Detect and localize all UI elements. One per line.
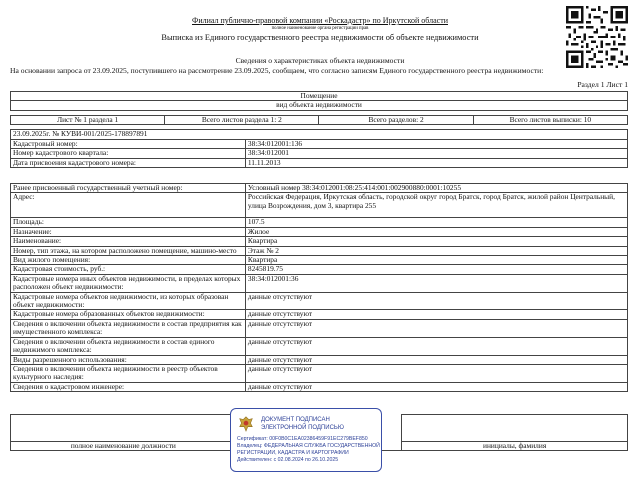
stamp-certificate: Сертификат: 00F0B0C1EA02386459F91EC279BEF850: [237, 436, 368, 442]
table-row: [11, 364, 628, 382]
sheets-in-section: Всего листов раздела 1: 2: [165, 116, 319, 125]
row-value: 38:34:012001:36: [245, 274, 627, 292]
table-row: [11, 292, 628, 310]
coat-of-arms-icon: [237, 415, 255, 433]
org-caption: полное наименование органа регистрации прав: [271, 26, 369, 31]
row-value: данные отсутствуют: [245, 337, 627, 355]
table-row: [11, 310, 628, 319]
table-row: [11, 265, 628, 274]
position-cell: [11, 415, 237, 442]
table-row: [11, 218, 628, 227]
request-basis: На основании запроса от 23.09.2025, поступившего на рассмотрение 23.09.2025, сообщаем, что согласно записям Единого государственного реестра недвижимости:: [10, 66, 544, 75]
extract-sheets-total: Всего листов выписки: 10: [473, 116, 627, 125]
stamp-line-2: ЭЛЕКТРОННОЙ ПОДПИСЬЮ: [261, 425, 344, 431]
sheet-number: Лист № 1 раздела 1: [11, 116, 165, 125]
table-row: [11, 246, 628, 255]
row-value: 38:34:012001: [245, 149, 627, 158]
row-value: данные отсутствуют: [245, 355, 627, 364]
row-label: Номер кадастрового квартала:: [11, 149, 246, 158]
cadastral-block: [10, 129, 628, 168]
object-kind-caption: вид объекта недвижимости: [11, 101, 628, 110]
stamp-validity: Действителен: с 02.08.2024 по 26.10.2025: [237, 457, 339, 463]
row-value: данные отсутствуют: [245, 382, 627, 391]
row-label: Сведения о включении объекта недвижимости в состав единого недвижимого комплекса:: [11, 337, 246, 355]
row-label: Кадастровые номера образованных объектов недвижимости:: [11, 310, 246, 319]
row-value: Квартира: [245, 237, 627, 246]
position-caption: полное наименование должности: [11, 442, 237, 451]
row-label: Площадь:: [11, 218, 246, 227]
row-value: Жилое: [245, 227, 627, 236]
row-label: Вид жилого помещения:: [11, 256, 246, 265]
row-label: Ранее присвоенный государственный учетный номер:: [11, 184, 246, 193]
row-value: данные отсутствуют: [245, 364, 627, 382]
qr-code-icon: [566, 6, 628, 68]
row-value: Российская Федерация, Иркутская область, городской округ город Братск, город Братск, жилой район Центральный, улица Возрождения, дом 3, квартира 255: [245, 193, 627, 218]
row-value: Квартира: [245, 256, 627, 265]
document-title: Выписка из Единого государственного реестра недвижимости об объекте недвижимости: [161, 33, 479, 42]
row-label: Сведения о включении объекта недвижимости в реестр объектов культурного наследия:: [11, 364, 246, 382]
row-value: 38:34:012001:136: [245, 140, 627, 149]
row-label: Номер, тип этажа, на котором расположено помещение, машино-место: [11, 246, 246, 255]
table-row: [11, 227, 628, 236]
row-label: Кадастровые номера иных объектов недвижимости, в пределах которых расположен объект недвижимости:: [11, 274, 246, 292]
characteristics-table: [10, 183, 628, 392]
row-label: Сведения о включении объекта недвижимости в состав предприятия как имущественного комплекса:: [11, 319, 246, 337]
table-row: [11, 337, 628, 355]
stamp-line-1: ДОКУМЕНТ ПОДПИСАН: [261, 417, 330, 423]
row-value: данные отсутствуют: [245, 310, 627, 319]
row-value: Условный номер 38:34:012001:08:25:414:001:002900880:0001:10255: [245, 184, 627, 193]
table-row: [11, 382, 628, 391]
document-subtitle: Сведения о характеристиках объекта недвижимости: [235, 56, 405, 65]
stamp-owner-2: РЕГИСТРАЦИИ, КАДАСТРА И КАРТОГРАФИИ: [237, 450, 349, 456]
row-value: 107.5: [245, 218, 627, 227]
table-row: [11, 158, 628, 167]
record-reference: 23.09.2025г. № КУВИ-001/2025-178897891: [11, 130, 628, 140]
row-label: Сведения о кадастровом инженере:: [11, 382, 246, 391]
e-signature-stamp: [230, 408, 382, 472]
row-value: данные отсутствуют: [245, 292, 627, 310]
table-row: [11, 319, 628, 337]
row-value: 11.11.2013: [245, 158, 627, 167]
name-cell: [402, 415, 628, 442]
table-row: [11, 193, 628, 218]
table-row: [11, 149, 628, 158]
row-label: Наименование:: [11, 237, 246, 246]
org-name: Филиал публично-правовой компании «Роскадастр» по Иркутской области: [192, 16, 448, 25]
row-label: Кадастровые номера объектов недвижимости, из которых образован объект недвижимости:: [11, 292, 246, 310]
row-label: Кадастровая стоимость, руб.:: [11, 265, 246, 274]
table-row: [11, 274, 628, 292]
row-value: данные отсутствуют: [245, 319, 627, 337]
row-label: Виды разрешенного использования:: [11, 355, 246, 364]
row-value: Этаж № 2: [245, 246, 627, 255]
stamp-owner: Владелец: ФЕДЕРАЛЬНАЯ СЛУЖБА ГОСУДАРСТВЕННОЙ: [237, 443, 380, 449]
row-label: Назначение:: [11, 227, 246, 236]
row-label: Дата присвоения кадастрового номера:: [11, 158, 246, 167]
section-label: Раздел 1 Лист 1: [577, 80, 628, 89]
row-value: 8245819.75: [245, 265, 627, 274]
row-label: Кадастровый номер:: [11, 140, 246, 149]
object-kind: Помещение: [11, 92, 628, 101]
sections-total: Всего разделов: 2: [319, 116, 473, 125]
row-label: Адрес:: [11, 193, 246, 218]
object-kind-table: [10, 91, 628, 111]
sheet-info-row: [10, 115, 628, 125]
name-caption: инициалы, фамилия: [402, 442, 628, 451]
table-row: [11, 355, 628, 364]
table-row: [11, 237, 628, 246]
